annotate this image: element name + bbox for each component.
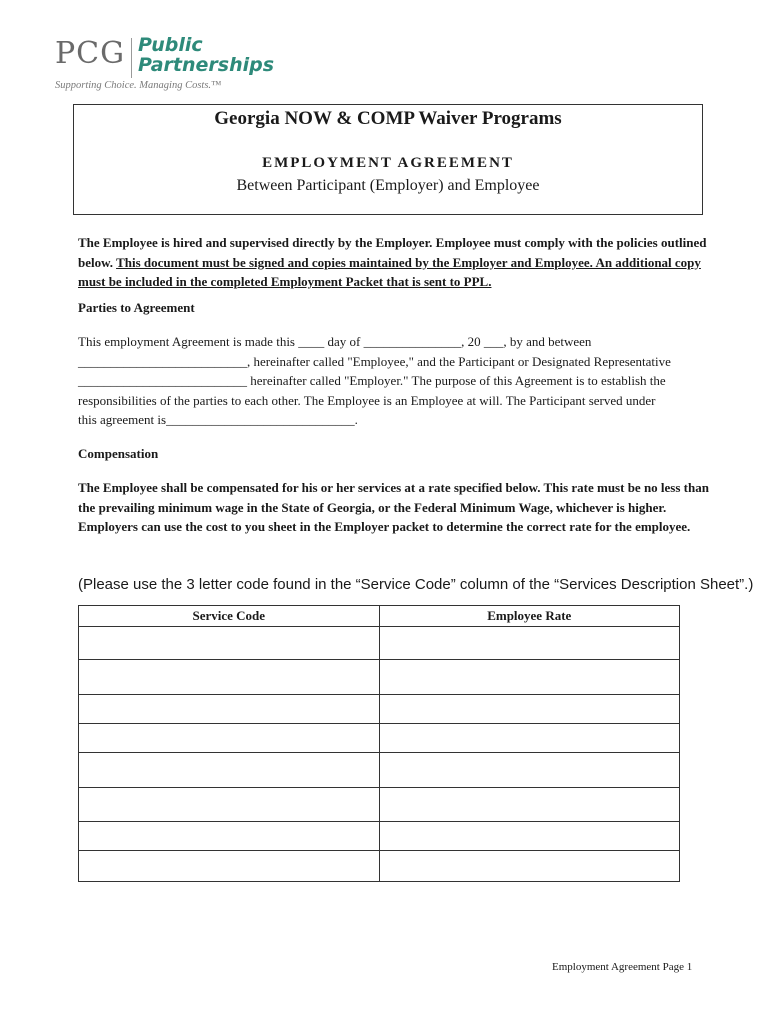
table-row: [79, 695, 680, 724]
logo-pcg-text: PCG: [55, 36, 126, 71]
parties-line: This employment Agreement is made this ____ day of _______________, 20 ___, by and between: [78, 334, 592, 349]
intro-underlined-text: This document must be signed and copies maintained by the Employer and Employee. An additional copy must be included in the completed Employment Packet that is sent to PPL.: [78, 254, 701, 289]
service-code-note: (Please use the 3 letter code found in the “Service Code” column of the “Services Description Sheet”.): [78, 576, 754, 593]
table-row: [79, 753, 680, 788]
parties-line: __________________________, hereinafter called "Employee," and the Participant or Designated Representative: [78, 353, 671, 369]
service-code-cell[interactable]: [79, 851, 380, 882]
rates-table: [78, 605, 680, 882]
logo-public-partnerships: [138, 35, 274, 75]
pcg-logo: [55, 34, 275, 96]
program-title: Georgia NOW & COMP Waiver Programs: [214, 108, 562, 129]
table-header-row: [79, 606, 680, 627]
employee-rate-cell[interactable]: [379, 822, 680, 851]
document-subtitle: Between Participant (Employer) and Employee: [236, 177, 540, 194]
table-row: [79, 724, 680, 753]
intro-text: The Employee is hired and supervised directly by the Employer. Employee must comply with the policies outlined below.: [78, 235, 707, 270]
service-code-cell[interactable]: [79, 753, 380, 788]
service-code-cell[interactable]: [79, 695, 380, 724]
service-code-cell[interactable]: [79, 724, 380, 753]
logo-line2: Partnerships: [138, 54, 275, 76]
service-code-header: Service Code: [79, 606, 380, 627]
table-row: [79, 627, 680, 660]
compensation-paragraph: The Employee shall be compensated for his or her services at a rate specified below. This rate must be no less than the prevailing minimum wage in the State of Georgia, or the Federal Minimum Wage, whichever is higher. Employers can use the cost to you sheet in the Employer packet to determine the correct rate for the employee.: [78, 480, 709, 534]
logo-divider: [131, 38, 132, 78]
employee-rate-cell[interactable]: [379, 788, 680, 822]
logo-tagline: Supporting Choice. Managing Costs.™: [55, 80, 222, 91]
table-row: [79, 822, 680, 851]
employee-rate-cell[interactable]: [379, 724, 680, 753]
employee-rate-cell[interactable]: [379, 695, 680, 724]
page-footer: Employment Agreement Page 1: [552, 961, 693, 973]
title-box: [73, 104, 703, 215]
table-row: [79, 788, 680, 822]
table-row: [79, 851, 680, 882]
parties-line: __________________________ hereinafter called "Employer." The purpose of this Agreement is to establish the: [78, 373, 666, 388]
service-code-cell[interactable]: [79, 822, 380, 851]
compensation-heading: Compensation: [78, 446, 159, 461]
service-code-cell[interactable]: [79, 627, 380, 660]
logo-line1: Public: [138, 34, 203, 56]
employee-rate-cell[interactable]: [379, 753, 680, 788]
parties-line: responsibilities of the parties to each other. The Employee is an Employee at will. The Participant served under: [78, 392, 656, 408]
service-code-cell[interactable]: [79, 788, 380, 822]
parties-line: this agreement is_____________________________.: [78, 412, 358, 427]
employee-rate-header: Employee Rate: [379, 606, 680, 627]
employee-rate-cell[interactable]: [379, 627, 680, 660]
parties-heading: Parties to Agreement: [78, 300, 195, 315]
table-row: [79, 660, 680, 695]
service-code-cell[interactable]: [79, 660, 380, 695]
employee-rate-cell[interactable]: [379, 851, 680, 882]
document-type: EMPLOYMENT AGREEMENT: [262, 155, 514, 171]
intro-paragraph: [78, 233, 728, 292]
employee-rate-cell[interactable]: [379, 660, 680, 695]
parties-paragraph: [78, 332, 728, 430]
